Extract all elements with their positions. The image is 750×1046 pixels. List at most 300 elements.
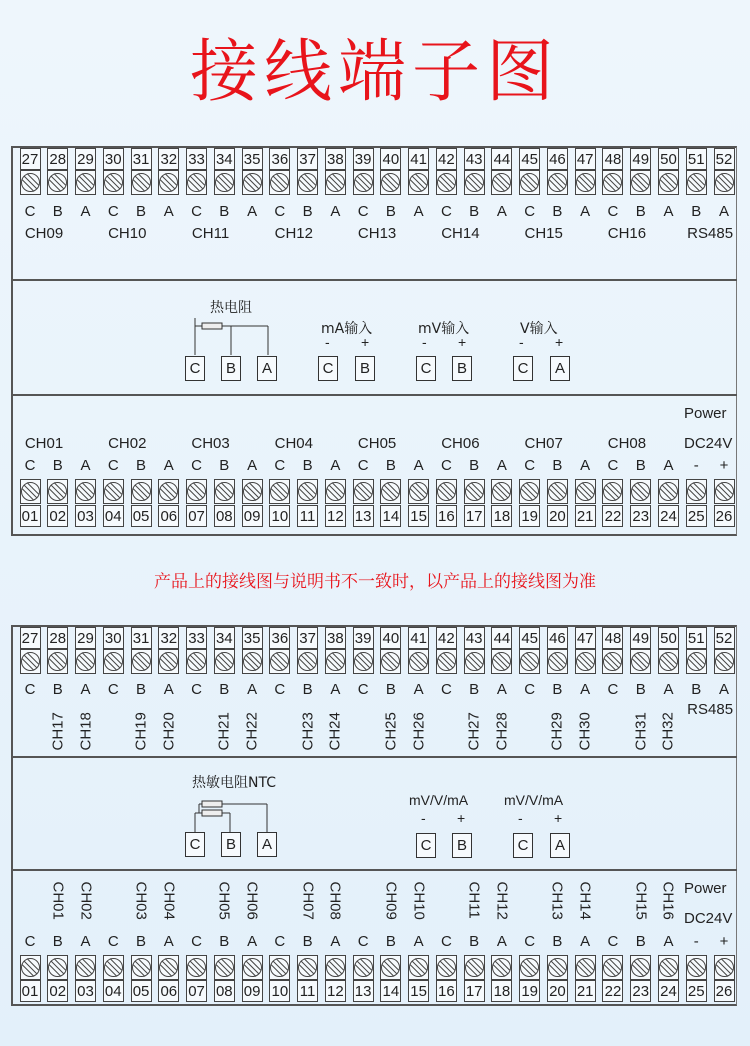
- plus-sign: +: [457, 810, 466, 826]
- screw-terminal-icon: [269, 479, 290, 504]
- terminal-letter: A: [80, 681, 91, 698]
- rs485-label: RS485: [687, 225, 734, 242]
- terminal-number: 40: [380, 627, 401, 649]
- channel-label-vertical: CH19: [132, 712, 150, 751]
- terminal-letter: B: [219, 933, 230, 950]
- minus-sign: -: [325, 334, 330, 350]
- terminal-number: 09: [242, 505, 263, 527]
- channel-label: CH13: [357, 225, 397, 242]
- screw-terminal-icon: [464, 170, 485, 195]
- terminal-letter: C: [24, 681, 36, 698]
- channel-label-vertical: CH15: [632, 881, 650, 920]
- channel-label: CH09: [24, 225, 64, 242]
- channel-label: CH15: [524, 225, 563, 242]
- terminal-number: 24: [658, 505, 679, 527]
- terminal-number: 16: [436, 980, 457, 1002]
- screw-terminal-icon: [75, 649, 96, 674]
- terminal-number: 35: [242, 148, 263, 170]
- terminal-number: 40: [380, 148, 401, 170]
- terminal-number: 34: [214, 148, 235, 170]
- terminal-number: 22: [602, 980, 623, 1002]
- terminal-number: 04: [103, 980, 124, 1002]
- plus-sign: +: [554, 810, 563, 826]
- terminal-letter: A: [163, 203, 174, 220]
- terminal-number: 51: [686, 148, 707, 170]
- terminal-letter: C: [440, 203, 452, 220]
- terminal-number: 11: [297, 505, 318, 527]
- minus-sign: -: [421, 810, 426, 826]
- terminal-number: 37: [297, 148, 318, 170]
- terminal-letter: B: [469, 681, 480, 698]
- terminal-number: 31: [131, 148, 152, 170]
- channel-label: CH07: [524, 435, 563, 452]
- terminal-letter: C: [24, 203, 36, 220]
- terminal-number: 21: [575, 980, 596, 1002]
- terminal-letter: A: [663, 933, 674, 950]
- terminal-number: 45: [519, 148, 540, 170]
- terminal-number: 06: [158, 505, 179, 527]
- terminal-letter: A: [80, 933, 91, 950]
- terminal-number: 32: [158, 627, 179, 649]
- channel-label-vertical: CH14: [576, 881, 594, 920]
- screw-terminal-icon: [519, 649, 540, 674]
- terminal-number: 41: [408, 148, 429, 170]
- channel-label-vertical: CH07: [299, 881, 317, 920]
- terminal-letter: C: [191, 681, 202, 698]
- terminal-letter: B: [691, 203, 702, 220]
- terminal-letter: C: [607, 681, 619, 698]
- terminal-number: 26: [714, 505, 735, 527]
- screw-terminal-icon: [325, 170, 346, 195]
- screw-terminal-icon: [519, 170, 540, 195]
- terminal-number: 02: [47, 980, 68, 1002]
- terminal-letter: C: [357, 457, 369, 474]
- screw-terminal-icon: [325, 955, 346, 980]
- terminal-letter: B: [302, 681, 313, 698]
- terminal-number: 46: [547, 148, 568, 170]
- screw-terminal-icon: [714, 479, 735, 504]
- channel-label: CH11: [191, 225, 230, 242]
- terminal-letter: C: [607, 933, 619, 950]
- terminal-number: 34: [214, 627, 235, 649]
- screw-terminal-icon: [131, 955, 152, 980]
- terminal-number: 02: [47, 505, 68, 527]
- terminal-letter: A: [247, 933, 258, 950]
- terminal-number: 12: [325, 980, 346, 1002]
- terminal-number: 21: [575, 505, 596, 527]
- screw-terminal-icon: [297, 955, 318, 980]
- terminal-number: 07: [186, 505, 207, 527]
- terminal-letter: B: [635, 681, 646, 698]
- ntc-terminal-c: C: [185, 832, 205, 857]
- screw-terminal-icon: [20, 955, 41, 980]
- screw-terminal-icon: [75, 479, 96, 504]
- plus-sign: +: [555, 334, 564, 350]
- screw-terminal-icon: [630, 170, 651, 195]
- terminal-letter: B: [52, 457, 63, 474]
- terminal-number: 29: [75, 627, 96, 649]
- terminal-letter: A: [163, 933, 174, 950]
- terminal-number: 04: [103, 505, 124, 527]
- screw-terminal-icon: [380, 955, 401, 980]
- terminal-letter: C: [440, 681, 452, 698]
- channel-label-vertical: CH12: [493, 881, 511, 920]
- screw-terminal-icon: [325, 649, 346, 674]
- channel-label: CH04: [274, 435, 313, 452]
- channel-label-vertical: CH28: [493, 712, 511, 751]
- terminal-letter: C: [24, 457, 36, 474]
- channel-label-vertical: CH09: [382, 881, 400, 920]
- screw-terminal-icon: [408, 170, 429, 195]
- terminal-number: 30: [103, 148, 124, 170]
- screw-terminal-icon: [714, 170, 735, 195]
- terminal-number: 27: [20, 627, 41, 649]
- terminal-number: 05: [131, 980, 152, 1002]
- screw-terminal-icon: [602, 955, 623, 980]
- screw-terminal-icon: [131, 649, 152, 674]
- screw-terminal-icon: [214, 479, 235, 504]
- channel-label-vertical: CH13: [548, 881, 566, 920]
- screw-terminal-icon: [436, 955, 457, 980]
- terminal-letter: B: [469, 203, 480, 220]
- terminal-number: 26: [714, 980, 735, 1002]
- terminal-letter: C: [357, 933, 369, 950]
- channel-label-vertical: CH32: [659, 712, 677, 751]
- minus-sign: -: [519, 334, 524, 350]
- terminal-number: 43: [464, 148, 485, 170]
- screw-terminal-icon: [630, 649, 651, 674]
- rtd-label: 热电阻: [210, 300, 252, 316]
- screw-terminal-icon: [158, 170, 179, 195]
- screw-terminal-icon: [686, 649, 707, 674]
- channel-label-vertical: CH01: [49, 881, 67, 920]
- screw-terminal-icon: [186, 649, 207, 674]
- terminal-number: 47: [575, 627, 596, 649]
- screw-terminal-icon: [325, 479, 346, 504]
- terminal-number: 33: [186, 627, 207, 649]
- terminal-number: 14: [380, 505, 401, 527]
- terminal-number: 01: [20, 505, 41, 527]
- terminal-letter: C: [107, 457, 119, 474]
- screw-terminal-icon: [464, 649, 485, 674]
- terminal-letter: B: [219, 203, 230, 220]
- terminal-number: 25: [686, 505, 707, 527]
- input2-label: mV/V/mA: [504, 792, 564, 808]
- screw-terminal-icon: [380, 649, 401, 674]
- terminal-letter: B: [52, 203, 63, 220]
- terminal-number: 08: [214, 505, 235, 527]
- terminal-number: 29: [75, 148, 96, 170]
- screw-terminal-icon: [214, 170, 235, 195]
- rtd-terminal-a: A: [257, 356, 277, 381]
- page-title: 接线端子图: [189, 33, 560, 112]
- screw-terminal-icon: [47, 955, 68, 980]
- screw-terminal-icon: [491, 479, 512, 504]
- terminal-number: 20: [547, 980, 568, 1002]
- terminal-number: 36: [269, 627, 290, 649]
- screw-terminal-icon: [408, 479, 429, 504]
- terminal-letter: A: [580, 933, 591, 950]
- terminal-number: 47: [575, 148, 596, 170]
- divider: [11, 394, 737, 396]
- channel-label-vertical: CH25: [382, 712, 400, 751]
- screw-terminal-icon: [519, 479, 540, 504]
- channel-label: CH10: [108, 225, 147, 242]
- screw-terminal-icon: [491, 955, 512, 980]
- terminal-number: 15: [408, 980, 429, 1002]
- terminal-letter: C: [357, 203, 369, 220]
- screw-terminal-icon: [158, 479, 179, 504]
- terminal-number: 38: [325, 627, 346, 649]
- screw-terminal-icon: [686, 955, 707, 980]
- terminal-number: 41: [408, 627, 429, 649]
- terminal-letter: C: [607, 457, 619, 474]
- terminal-number: 51: [686, 627, 707, 649]
- terminal-letter: B: [302, 933, 313, 950]
- channel-label-vertical: CH03: [132, 881, 150, 920]
- screw-terminal-icon: [214, 955, 235, 980]
- terminal-number: 25: [686, 980, 707, 1002]
- terminal-letter: B: [219, 457, 230, 474]
- channel-label: CH14: [441, 225, 480, 242]
- screw-terminal-icon: [158, 649, 179, 674]
- screw-terminal-icon: [297, 649, 318, 674]
- terminal-number: 23: [630, 505, 651, 527]
- screw-terminal-icon: [714, 955, 735, 980]
- terminal-letter: B: [302, 203, 313, 220]
- channel-label: CH05: [357, 435, 397, 452]
- ntc-terminal-a: A: [257, 832, 277, 857]
- terminal-number: 06: [158, 980, 179, 1002]
- terminal-letter: C: [274, 457, 286, 474]
- channel-label: CH08: [607, 435, 647, 452]
- terminal-letter: C: [191, 457, 202, 474]
- screw-terminal-icon: [131, 479, 152, 504]
- channel-label-vertical: CH29: [548, 712, 566, 751]
- terminal-letter: A: [80, 457, 91, 474]
- terminal-number: 28: [47, 148, 68, 170]
- terminal-number: 27: [20, 148, 41, 170]
- terminal-number: 38: [325, 148, 346, 170]
- terminal-number: 19: [519, 980, 540, 1002]
- screw-terminal-icon: [491, 649, 512, 674]
- terminal-number: 52: [714, 627, 735, 649]
- rtd-wiring-icon: [180, 318, 280, 358]
- screw-terminal-icon: [103, 479, 124, 504]
- terminal-letter: A: [80, 203, 91, 220]
- channel-label-vertical: CH21: [215, 712, 233, 751]
- terminal-letter: B: [635, 457, 646, 474]
- dc24v-label: DC24V: [684, 910, 733, 927]
- terminal-letter: A: [330, 933, 341, 950]
- terminal-letter: B: [385, 933, 396, 950]
- terminal-number: 07: [186, 980, 207, 1002]
- channel-label: CH12: [274, 225, 313, 242]
- channel-label-vertical: CH31: [632, 712, 650, 751]
- input1-terminal-b: B: [452, 833, 472, 858]
- screw-terminal-icon: [297, 479, 318, 504]
- screw-terminal-icon: [464, 479, 485, 504]
- screw-terminal-icon: [242, 649, 263, 674]
- input2-terminal-c: C: [513, 833, 533, 858]
- screw-terminal-icon: [47, 649, 68, 674]
- terminal-number: 18: [491, 505, 512, 527]
- plus-sign: +: [458, 334, 467, 350]
- screw-terminal-icon: [547, 479, 568, 504]
- screw-terminal-icon: [436, 479, 457, 504]
- terminal-letter: A: [718, 681, 729, 698]
- terminal-letter: B: [136, 203, 147, 220]
- screw-terminal-icon: [103, 955, 124, 980]
- divider: [11, 869, 737, 871]
- terminal-letter: A: [580, 681, 591, 698]
- terminal-letter: B: [52, 933, 63, 950]
- terminal-number: 46: [547, 627, 568, 649]
- screw-terminal-icon: [75, 170, 96, 195]
- screw-terminal-icon: [20, 649, 41, 674]
- ntc-wiring-icon: [180, 795, 280, 835]
- terminal-number: 42: [436, 148, 457, 170]
- terminal-letter: +: [719, 933, 729, 950]
- terminal-letter: B: [552, 681, 563, 698]
- screw-terminal-icon: [658, 649, 679, 674]
- screw-terminal-icon: [658, 479, 679, 504]
- terminal-letter: A: [580, 203, 591, 220]
- screw-terminal-icon: [131, 170, 152, 195]
- screw-terminal-icon: [408, 649, 429, 674]
- screw-terminal-icon: [575, 649, 596, 674]
- terminal-number: 42: [436, 627, 457, 649]
- channel-label-vertical: CH02: [77, 881, 95, 920]
- screw-terminal-icon: [547, 649, 568, 674]
- terminal-letter: -: [693, 457, 699, 474]
- terminal-number: 33: [186, 148, 207, 170]
- ma-terminal-c: C: [318, 356, 338, 381]
- terminal-letter: C: [107, 933, 119, 950]
- input1-label: mV/V/mA: [409, 792, 469, 808]
- terminal-letter: C: [440, 457, 452, 474]
- screw-terminal-icon: [491, 170, 512, 195]
- terminal-letter: A: [663, 681, 674, 698]
- screw-terminal-icon: [269, 170, 290, 195]
- terminal-number: 08: [214, 980, 235, 1002]
- terminal-number: 45: [519, 627, 540, 649]
- rtd-terminal-c: C: [185, 356, 205, 381]
- screw-terminal-icon: [47, 479, 68, 504]
- mv-input-label: mV输入: [418, 321, 470, 337]
- channel-label-vertical: CH27: [465, 712, 483, 751]
- terminal-letter: C: [191, 203, 202, 220]
- terminal-letter: C: [524, 933, 536, 950]
- terminal-number: 37: [297, 627, 318, 649]
- terminal-letter: C: [607, 203, 619, 220]
- screw-terminal-icon: [630, 955, 651, 980]
- terminal-letter: A: [330, 681, 341, 698]
- terminal-letter: B: [385, 203, 396, 220]
- terminal-number: 23: [630, 980, 651, 1002]
- terminal-letter: C: [357, 681, 369, 698]
- terminal-letter: C: [191, 933, 202, 950]
- terminal-number: 31: [131, 627, 152, 649]
- terminal-letter: C: [440, 933, 452, 950]
- plus-sign: +: [361, 334, 370, 350]
- terminal-number: 17: [464, 980, 485, 1002]
- screw-terminal-icon: [242, 479, 263, 504]
- screw-terminal-icon: [103, 170, 124, 195]
- terminal-number: 49: [630, 627, 651, 649]
- terminal-letter: C: [274, 933, 286, 950]
- terminal-letter: C: [524, 203, 536, 220]
- channel-label-vertical: CH30: [576, 712, 594, 751]
- terminal-letter: +: [719, 457, 729, 474]
- terminal-number: 13: [353, 505, 374, 527]
- terminal-letter: A: [413, 681, 424, 698]
- terminal-letter: B: [385, 457, 396, 474]
- screw-terminal-icon: [297, 170, 318, 195]
- input1-terminal-c: C: [416, 833, 436, 858]
- screw-terminal-icon: [658, 955, 679, 980]
- screw-terminal-icon: [714, 649, 735, 674]
- mv-terminal-b: B: [452, 356, 472, 381]
- screw-terminal-icon: [269, 649, 290, 674]
- screw-terminal-icon: [547, 955, 568, 980]
- terminal-number: 11: [297, 980, 318, 1002]
- terminal-letter: -: [693, 933, 699, 950]
- screw-terminal-icon: [20, 479, 41, 504]
- terminal-letter: B: [635, 933, 646, 950]
- channel-label-vertical: CH06: [243, 881, 261, 920]
- terminal-letter: A: [718, 203, 729, 220]
- screw-terminal-icon: [353, 649, 374, 674]
- terminal-number: 50: [658, 148, 679, 170]
- terminal-number: 28: [47, 627, 68, 649]
- channel-label-vertical: CH23: [299, 712, 317, 751]
- screw-terminal-icon: [20, 170, 41, 195]
- screw-terminal-icon: [186, 479, 207, 504]
- channel-label: CH01: [24, 435, 64, 452]
- terminal-number: 12: [325, 505, 346, 527]
- terminal-number: 48: [602, 627, 623, 649]
- screw-terminal-icon: [602, 479, 623, 504]
- screw-terminal-icon: [602, 649, 623, 674]
- terminal-letter: B: [136, 681, 147, 698]
- channel-label-vertical: CH08: [326, 881, 344, 920]
- channel-label-vertical: CH26: [410, 712, 428, 751]
- screw-terminal-icon: [242, 955, 263, 980]
- terminal-letter: A: [247, 681, 258, 698]
- screw-terminal-icon: [158, 955, 179, 980]
- terminal-letter: A: [413, 457, 424, 474]
- terminal-number: 10: [269, 505, 290, 527]
- terminal-letter: B: [136, 933, 147, 950]
- minus-sign: -: [518, 810, 523, 826]
- dc24v-label: DC24V: [684, 435, 733, 452]
- terminal-letter: A: [163, 457, 174, 474]
- screw-terminal-icon: [436, 649, 457, 674]
- terminal-number: 24: [658, 980, 679, 1002]
- screw-terminal-icon: [519, 955, 540, 980]
- terminal-number: 05: [131, 505, 152, 527]
- terminal-number: 52: [714, 148, 735, 170]
- channel-label: CH03: [191, 435, 230, 452]
- terminal-number: 48: [602, 148, 623, 170]
- terminal-letter: C: [24, 933, 36, 950]
- terminal-number: 13: [353, 980, 374, 1002]
- terminal-number: 20: [547, 505, 568, 527]
- screw-terminal-icon: [103, 649, 124, 674]
- terminal-letter: A: [496, 457, 507, 474]
- screw-terminal-icon: [186, 170, 207, 195]
